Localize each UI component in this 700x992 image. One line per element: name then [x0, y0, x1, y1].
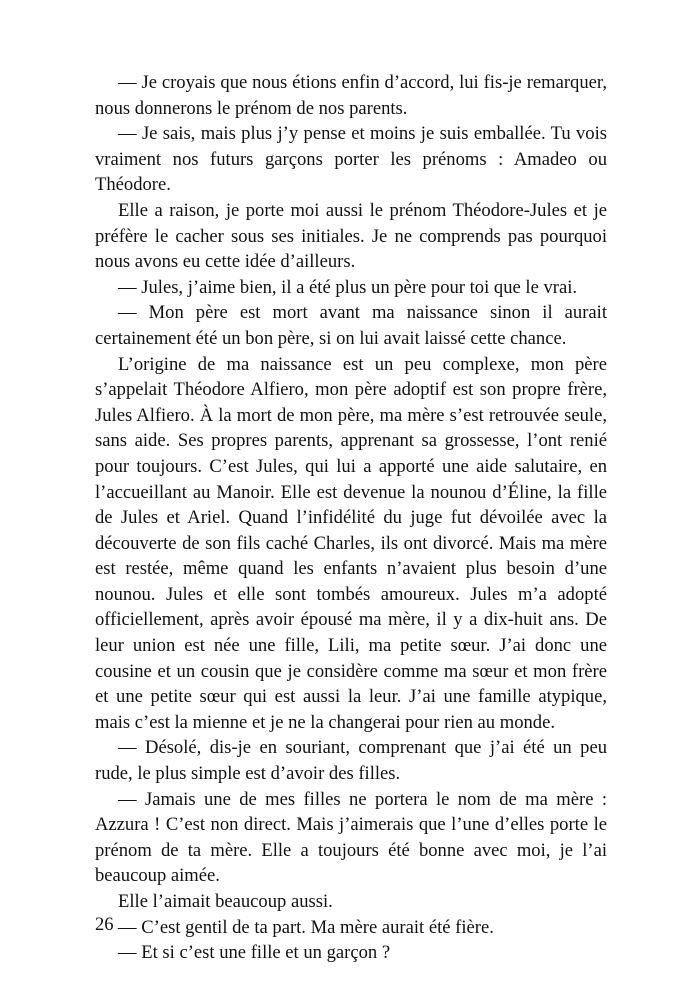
body-text	[95, 70, 607, 966]
paragraph: — Et si c’est une fille et un garçon ?	[118, 942, 391, 964]
paragraph: — Mon père est mort avant ma naissance sinon il aurait certainement été un bon père, si on lui avait laissé cette chance.	[95, 302, 607, 349]
paragraph: — Je croyais que nous étions enfin d’accord, lui fis-je remarquer, nous donnerons le prénom de nos parents.	[95, 72, 607, 119]
paragraph: Elle l’aimait beaucoup aussi.	[118, 891, 333, 912]
paragraph: — Je sais, mais plus j’y pense et moins je suis emballée. Tu vois vraiment nos futurs garçons porter les prénoms : Amadeo ou Théodore.	[95, 123, 607, 196]
paragraph: — Jamais une de mes filles ne portera le nom de ma mère : Azzura ! C’est non direct. Mais j’aimerais que l’une d’elles porte le prénom de ta mère. Elle a toujours été bonne avec moi, je l’ai beaucoup aimée.	[95, 788, 607, 887]
paragraph: — C’est gentil de ta part. Ma mère aurait été fière.	[118, 916, 494, 938]
paragraph: — Désolé, dis-je en souriant, comprenant que j’ai été un peu rude, le plus simple est d’avoir des filles.	[95, 737, 607, 785]
paragraph: — Jules, j’aime bien, il a été plus un père pour toi que le vrai.	[118, 276, 578, 298]
paragraph: Elle a raison, je porte moi aussi le prénom Théodore-Jules et je préfère le cacher sous ses initiales. Je ne comprends pas pourquoi nous avons eu cette idée d’ailleurs.	[95, 199, 607, 273]
paragraph: L’origine de ma naissance est un peu complexe, mon père s’appelait Théodore Alfiero, mon père adoptif est son propre frère, Jules Alfiero. À la mort de mon père, ma mère s’est retrouvée seule, sans aide. Ses propres parents, apprenant sa grossesse, l’ont renié pour toujours. C’est Jules, qui lui a apporté une aide salutaire, en l’accueillant au Manoir. Elle est devenue la nounou d’Éline, la fille de Jules et Ariel. Quand l’infidélité du juge fut dévoilée avec la découverte de son fils caché Charles, ils ont divorcé. Mais ma mère est restée, même quand les enfants n’avaient plus besoin d’une nounou. Jules et elle sont tombés amoureux. Jules m’a adopté officiellement, après avoir épousé ma mère, il y a dix-huit ans. De leur union est née une fille, Lili, ma petite sœur. J’ai donc une cousine et un cousin que je considère comme ma sœur et mon frère et une petite sœur qui est aussi la leur. J’ai une famille atypique, mais c’est la mienne et je ne la changerai pour rien au monde.	[95, 353, 607, 733]
page-number: 26	[95, 914, 114, 935]
